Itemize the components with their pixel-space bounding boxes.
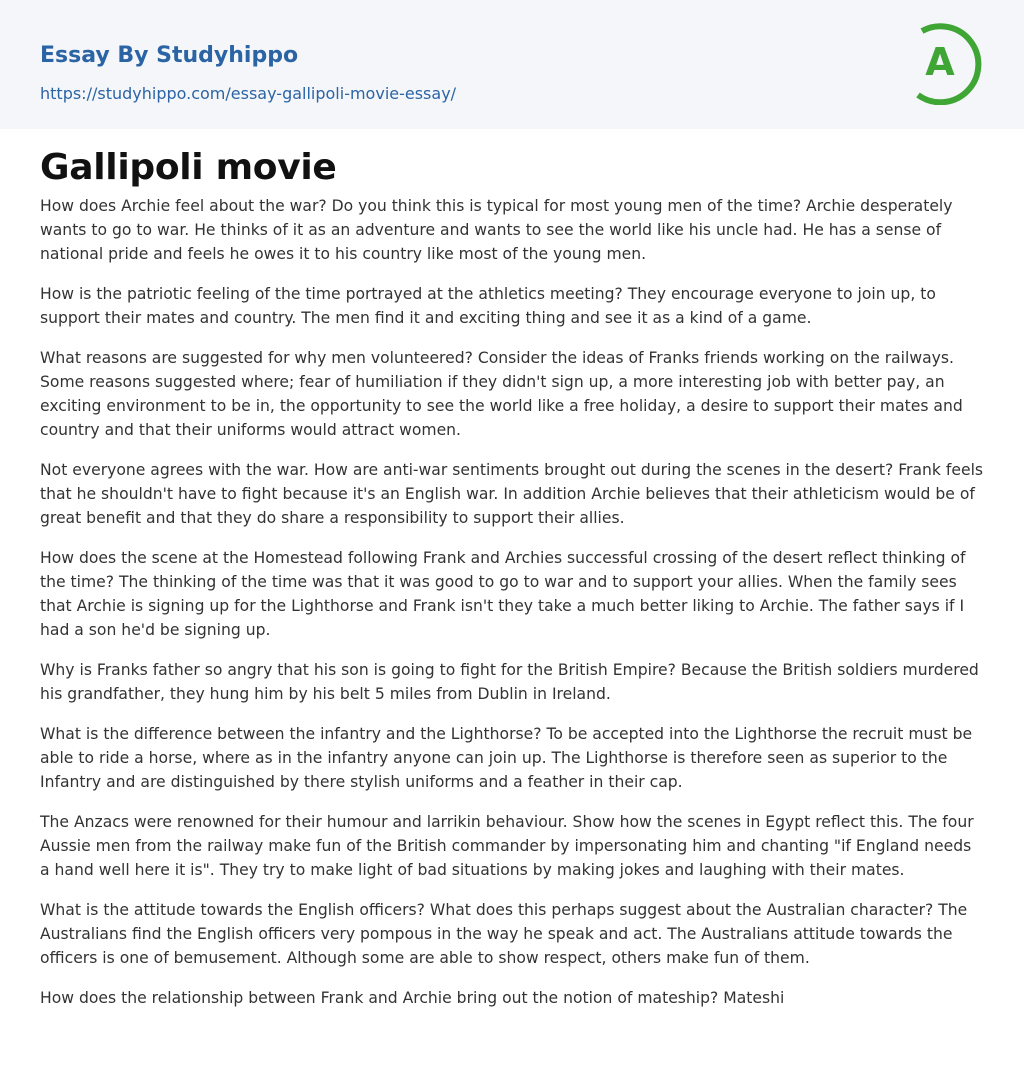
paragraph-8: The Anzacs were renowned for their humour and larrikin behaviour. Show how the scenes in Egypt reflect this. The four Aussie men from the railway make fun of the British commander by impersonating him and chanting "if England needs a hand well here it is". They try to make light of bad situations by making jokes and laughing with their mates. bbox=[40, 813, 974, 879]
paragraph-9: What is the attitude towards the English officers? What does this perhaps suggest about the Australian character? The Australians find the English officers very pompous in the way he speak and act. The Australians attitude towards the officers is one of bemusement. Although some are able to show respect, others make fun of them. bbox=[40, 901, 968, 967]
paragraph-3: What reasons are suggested for why men volunteered? Consider the ideas of Franks friends working on the railways. Some reasons suggested where; fear of humiliation if they didn't sign up, a more interesting job with better pay, an exciting environment to be in, the opportunity to see the world like a free holiday, a desire to support their mates and country and that their uniforms would attract women. bbox=[40, 349, 963, 439]
logo-letter: A bbox=[925, 40, 955, 84]
essay-body bbox=[40, 194, 984, 1026]
paragraph-6: Why is Franks father so angry that his son is going to fight for the British Empire? Because the British soldiers murdered his grandfather, they hung him by his belt 5 miles from Dublin in Ireland. bbox=[40, 661, 979, 703]
paragraph-5: How does the scene at the Homestead following Frank and Archies successful crossing of the desert reflect thinking of the time? The thinking of the time was that it was good to go to war and to support your allies. When the family sees that Archie is signing up for the Lighthorse and Frank isn't they take a much better liking to Archie. The father says if I had a son he'd be signing up. bbox=[40, 549, 966, 639]
paragraph-10: How does the relationship between Frank and Archie bring out the notion of mateship? Mateshi bbox=[40, 989, 785, 1007]
paragraph-1: How does Archie feel about the war? Do you think this is typical for most young men of the time? Archie desperately wants to go to war. He thinks of it as an adventure and wants to see the world like his uncle had. He has a sense of national pride and feels he owes it to his country like most of the young men. bbox=[40, 197, 953, 263]
paragraph-7: What is the difference between the infantry and the Lighthorse? To be accepted into the Lighthorse the recruit must be able to ride a horse, where as in the infantry anyone can join up. The Lighthorse is therefore seen as superior to the Infantry and are distinguished by there stylish uniforms and a feather in their cap. bbox=[40, 725, 973, 791]
page-title: Gallipoli movie bbox=[40, 147, 337, 188]
studyhippo-logo-icon[interactable] bbox=[912, 19, 986, 105]
brand-title[interactable]: Essay By Studyhippo bbox=[40, 43, 299, 68]
paragraph-2: How is the patriotic feeling of the time portrayed at the athletics meeting? They encourage everyone to join up, to support their mates and country. The men find it and exciting thing and see it as a kind of a game. bbox=[40, 285, 936, 327]
essay-url-link[interactable]: https://studyhippo.com/essay-gallipoli-movie-essay/ bbox=[40, 84, 457, 103]
paragraph-4: Not everyone agrees with the war. How are anti-war sentiments brought out during the scenes in the desert? Frank feels that he shouldn't have to fight because it's an English war. In addition Archie believes that their athleticism would be of great benefit and that they do share a responsibility to support their allies. bbox=[40, 461, 984, 527]
